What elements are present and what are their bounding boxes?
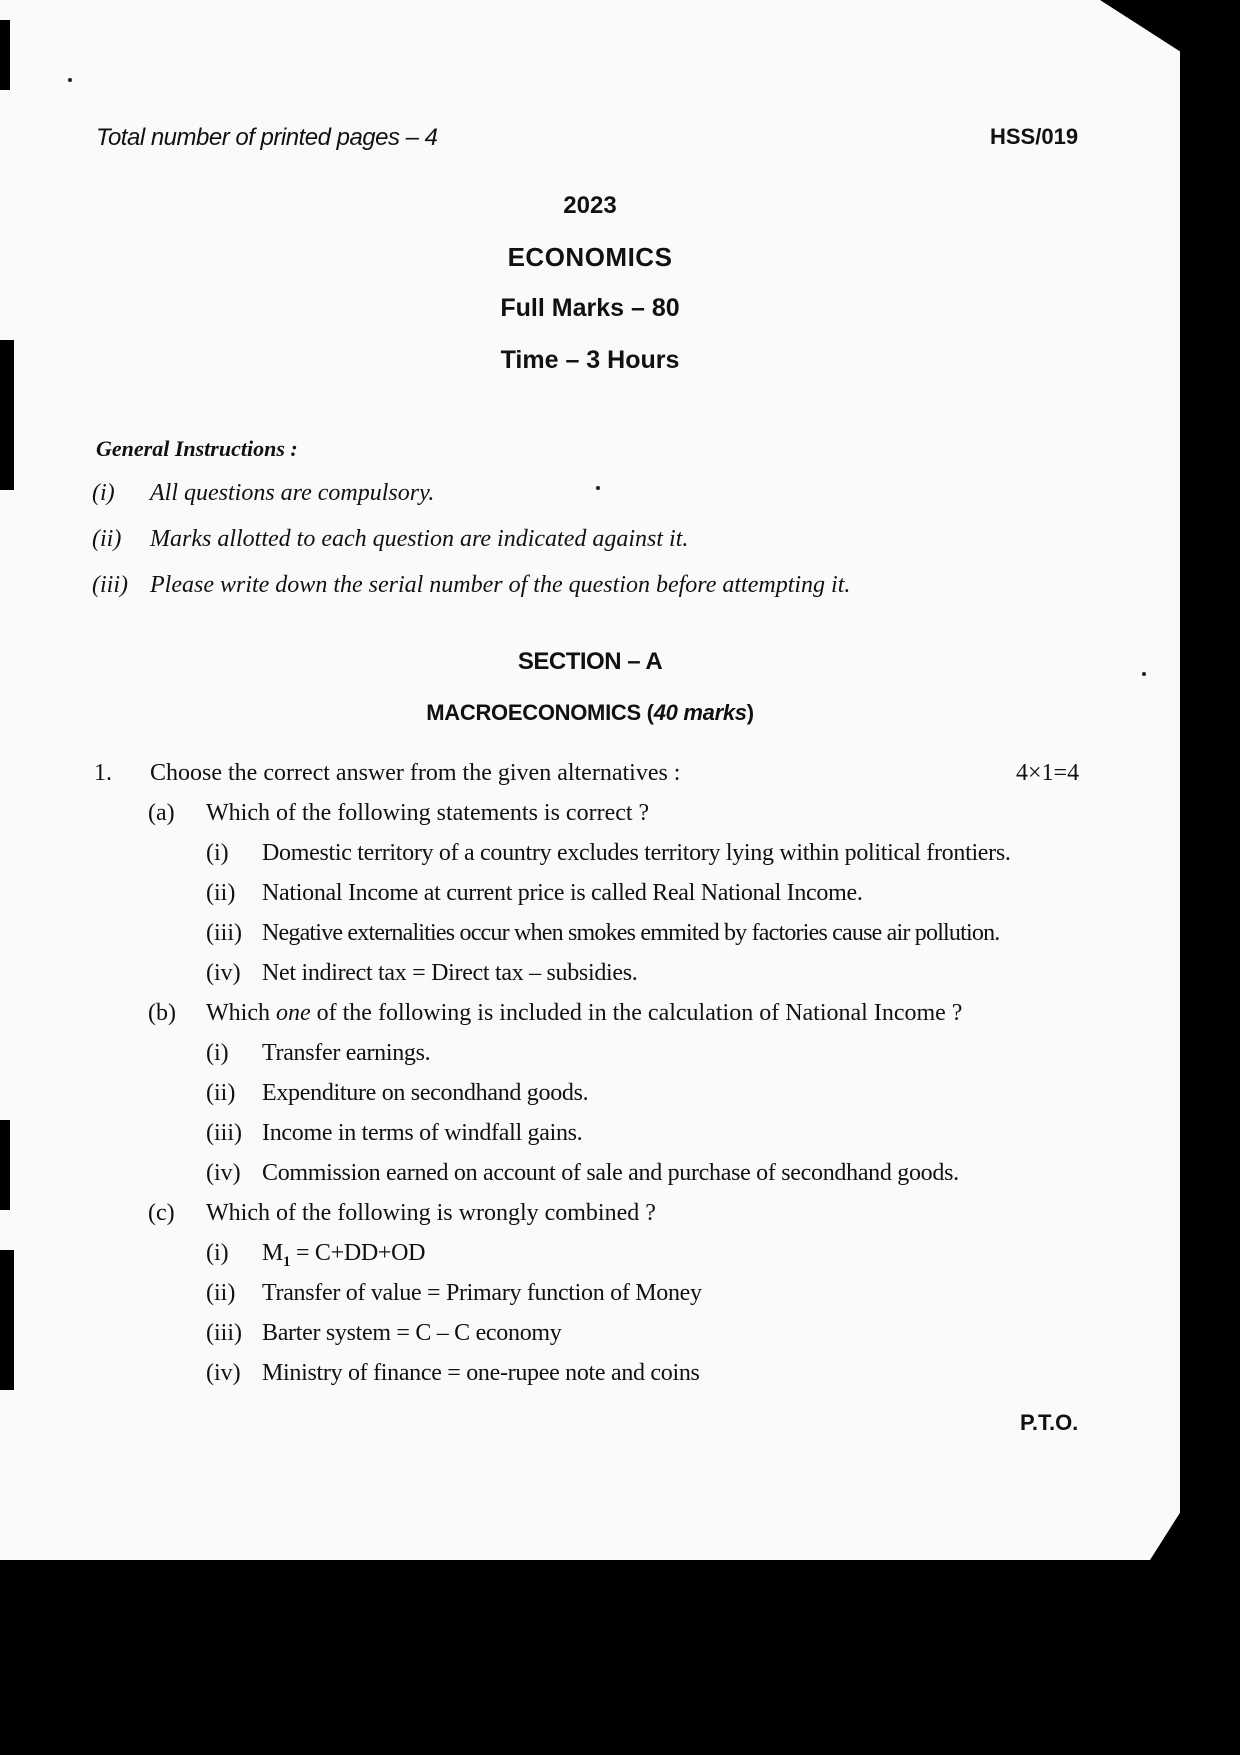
section-heading: SECTION – A [517,648,663,675]
part-text-end: of the following is included in the calculation of National Income ? [310,1000,963,1026]
please-turn-over: P.T.O. [1020,1410,1079,1435]
option-label: (iv) [206,1160,241,1186]
part-text-emphasis: one [275,1000,311,1026]
scan-mark [0,1120,10,1210]
printed-pages-note: Total number of printed pages – 4 [96,124,438,151]
option-text: Net indirect tax = Direct tax – subsidies. [262,960,638,986]
option-label: (iii) [206,920,242,946]
question-number: 1. [94,760,112,786]
instruction-text: Please write down the serial number of the question before attempting it. [150,572,851,598]
instruction-number: (i) [92,480,115,506]
money-symbol: M [262,1240,284,1266]
section-marks: 40 marks [653,700,747,725]
option-label: (ii) [206,1080,236,1106]
scan-mark [0,340,14,490]
question-text: Choose the correct answer from the given alternatives : [150,760,681,786]
option-text: Negative externalities occur when smokes emmited by factories cause air pollution. [262,920,1000,946]
option-text: Ministry of finance = one-rupee note and coins [262,1360,700,1386]
part-text: Which of the following statements is correct ? [206,800,650,826]
section-subject: MACROECONOMICS ( [426,700,654,725]
option-label: (i) [206,840,229,866]
option-text: Transfer earnings. [262,1040,431,1066]
exam-time: Time – 3 Hours [500,346,680,374]
part-label: (b) [148,1000,176,1026]
option-label: (ii) [206,1280,236,1306]
scan-speck [1142,672,1146,676]
money-formula: = C+DD+OD [290,1240,426,1266]
option-text: Income in terms of windfall gains. [262,1120,583,1146]
option-label: (i) [206,1040,229,1066]
option-text: Expenditure on secondhand goods. [262,1080,589,1106]
scan-mark [0,1250,14,1390]
part-text-start: Which [206,1000,276,1026]
subject-title: ECONOMICS [507,242,673,272]
scan-speck [68,78,72,82]
option-text [262,1240,425,1271]
option-label: (iv) [206,960,241,986]
exam-year: 2023 [563,192,617,219]
option-text: Transfer of value = Primary function of Money [262,1280,702,1306]
full-marks: Full Marks – 80 [500,294,680,322]
section-close: ) [746,700,754,725]
part-text: Which of the following is wrongly combined ? [206,1200,656,1226]
option-label: (iii) [206,1120,242,1146]
option-label: (iv) [206,1360,241,1386]
option-label: (iii) [206,1320,242,1346]
section-subheading [350,700,830,726]
option-text: Domestic territory of a country excludes territory lying within political frontiers. [262,840,1011,866]
instructions-title: General Instructions : [96,436,298,461]
instruction-number: (iii) [92,572,128,598]
instruction-number: (ii) [92,526,122,552]
part-text [206,1000,962,1027]
instruction-text: All questions are compulsory. [150,480,435,506]
scan-mark [0,20,10,90]
part-label: (c) [148,1200,175,1226]
option-text: National Income at current price is called Real National Income. [262,880,863,906]
option-label: (i) [206,1240,229,1266]
option-label: (ii) [206,880,236,906]
option-text: Commission earned on account of sale and purchase of secondhand goods. [262,1160,959,1186]
money-subscript: 1 [283,1253,291,1270]
option-text: Barter system = C – C economy [262,1320,562,1346]
scan-speck [596,486,600,490]
instruction-text: Marks allotted to each question are indicated against it. [150,526,689,552]
paper-code: HSS/019 [990,124,1079,149]
part-label: (a) [148,800,175,826]
question-marks: 4×1=4 [1016,760,1080,786]
